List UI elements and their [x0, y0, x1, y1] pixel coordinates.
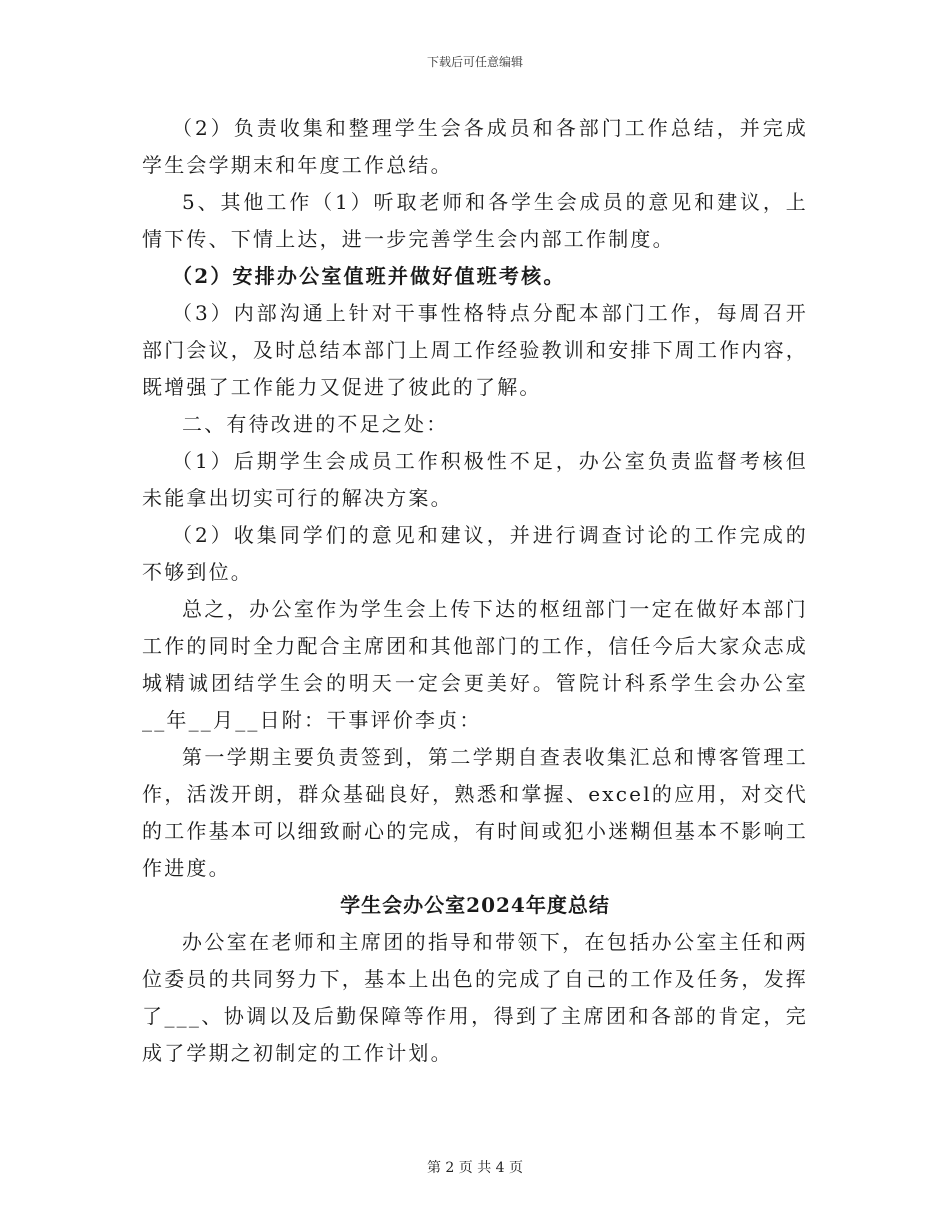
paragraph-improvement-2: （2）收集同学们的意见和建议，并进行调查讨论的工作完成的不够到位。	[142, 523, 808, 584]
document-body	[142, 110, 808, 1072]
page-footer: 第 2 页 共 4 页	[426, 1160, 524, 1176]
paragraph-summary-duty: （2）负责收集和整理学生会各成员和各部门工作总结，并完成学生会学期末和年度工作总结。	[142, 116, 808, 177]
page-header: 下载后可任意编辑	[426, 55, 523, 69]
paragraph-conclusion: 总之，办公室作为学生会上传下达的枢纽部门一定在做好本部门工作的同时全力配合主席团和其他部门的工作，信任今后大家众志成城精诚团结学生会的明天一定会更美好。管院计科系学生会办公室__年__月__日附：干事评价李贞：	[142, 597, 808, 732]
paragraph-improvement-1: （1）后期学生会成员工作积极性不足，办公室负责监督考核但未能拿出切实可行的解决方案。	[142, 449, 808, 510]
paragraph-staff-evaluation: 第一学期主要负责签到，第二学期自查表收集汇总和博客管理工作，活泼开朗，群众基础良好，熟悉和掌握、excel的应用，对交代的工作基本可以细致耐心的完成，有时间或犯小迷糊但基本不影响工作进度。	[142, 745, 808, 880]
paragraph-section-intro: 办公室在老师和主席团的指导和带领下，在包括办公室主任和两位委员的共同努力下，基本上出色的完成了自己的工作及任务，发挥了___、协调以及后勤保障等作用，得到了主席团和各部的肯定，完成了学期之初制定的工作计划。	[142, 930, 808, 1065]
section-title: 学生会办公室2024年度总结	[340, 893, 610, 917]
paragraph-duty-schedule: （2）安排办公室值班并做好值班考核。	[172, 264, 566, 288]
paragraph-improvement-heading: 二、有待改进的不足之处：	[182, 412, 449, 436]
paragraph-other-work: 5、其他工作（1）听取老师和各学生会成员的意见和建议，上情下传、下情上达，进一步完善学生会内部工作制度。	[142, 190, 808, 251]
paragraph-internal-communication: （3）内部沟通上针对干事性格特点分配本部门工作，每周召开部门会议，及时总结本部门上周工作经验教训和安排下周工作内容，既增强了工作能力又促进了彼此的了解。	[142, 301, 808, 399]
